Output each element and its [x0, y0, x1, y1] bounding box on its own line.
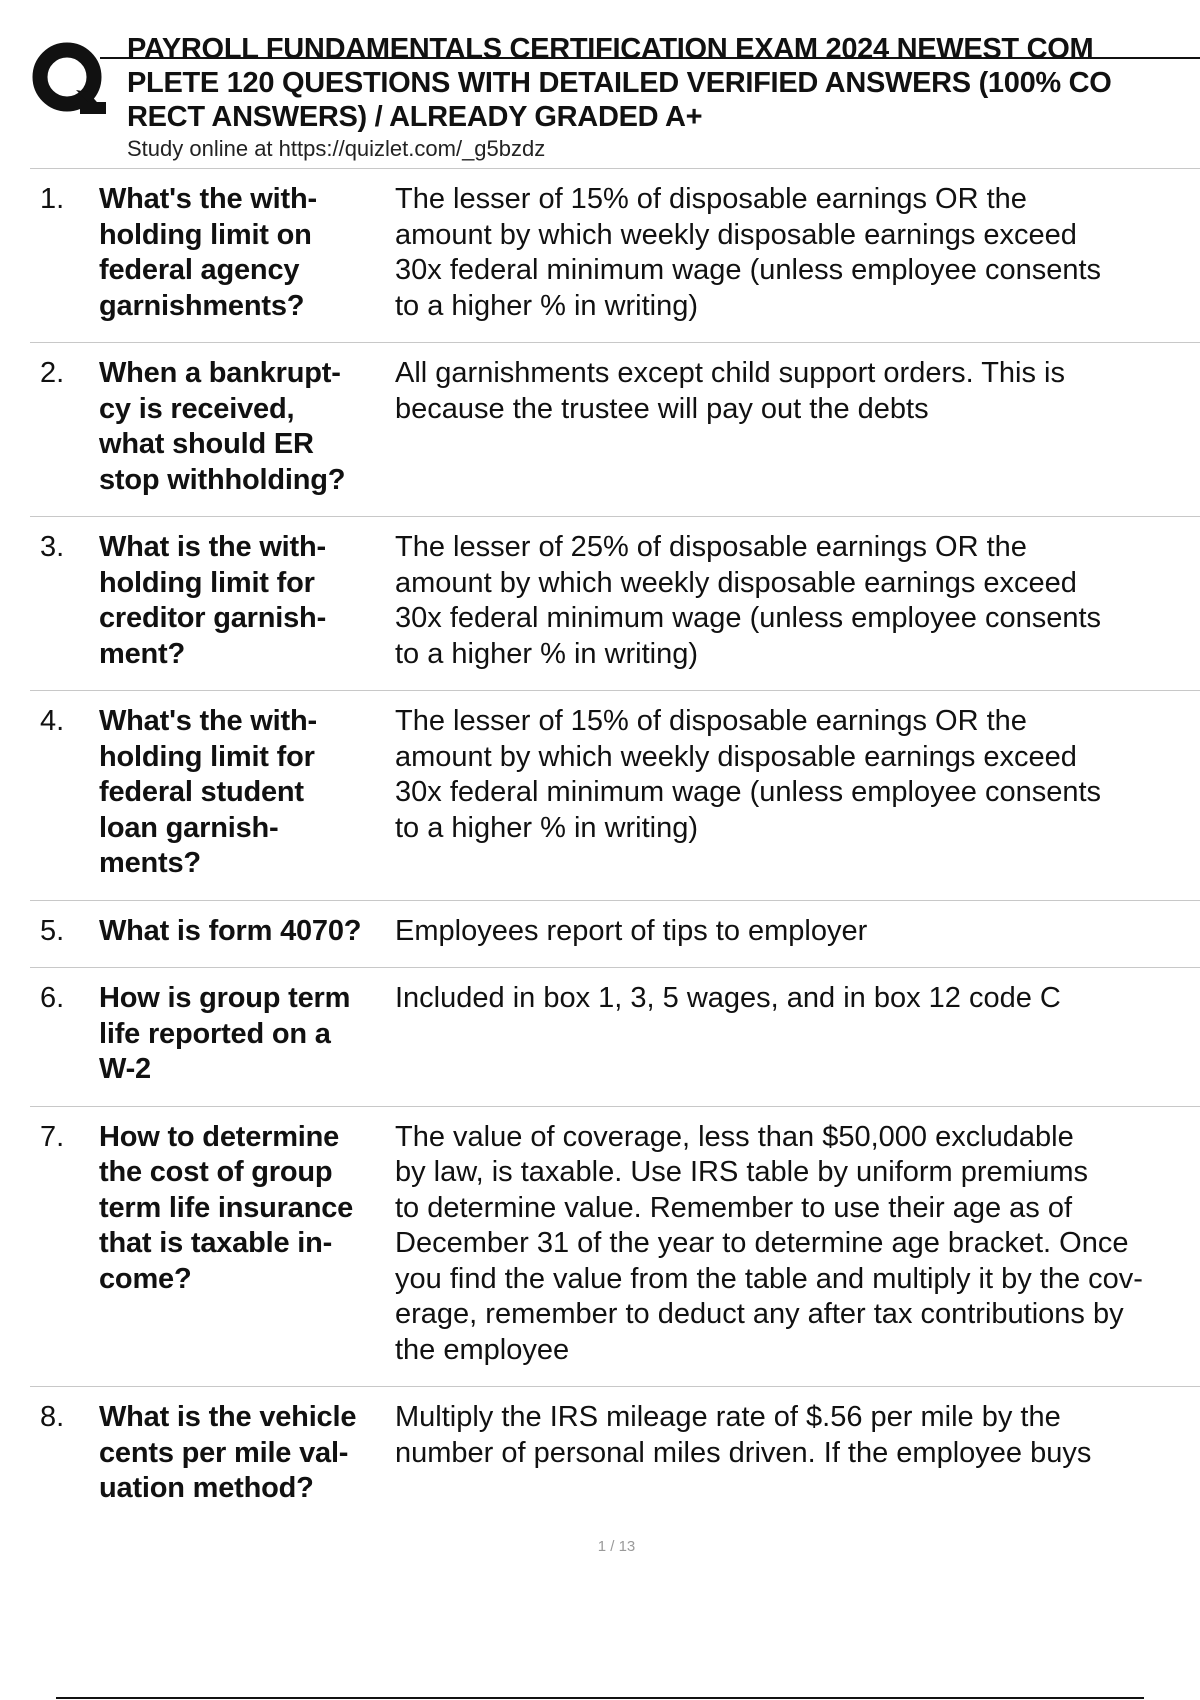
answer-line: The lesser of 25% of disposable earnings OR the: [395, 531, 1027, 563]
answer-line: number of personal miles driven. If the employee buys: [395, 1436, 1092, 1469]
question-line: cy is received,: [99, 392, 295, 425]
qa-item-8: [30, 1387, 1200, 1525]
answer-line: Included in box 1, 3, 5 wages, and in box 12 code C: [395, 982, 1061, 1014]
question: [99, 704, 391, 882]
question-line: holding limit on: [99, 218, 312, 251]
question-line: How is group term: [99, 982, 351, 1014]
question-line: loan garnish-: [99, 811, 279, 844]
qa-item-1: [30, 169, 1200, 343]
question-line: W-2: [99, 1053, 151, 1085]
question-line: come?: [99, 1262, 192, 1295]
answer: [391, 914, 1200, 950]
question-line: ment?: [99, 637, 186, 670]
question: [99, 981, 391, 1088]
qa-item-7: [30, 1107, 1200, 1388]
page-number: 1 / 13: [597, 1538, 636, 1555]
answer-line: The lesser of 15% of disposable earnings OR the: [395, 705, 1027, 737]
answer-line: 30x federal minimum wage (unless employee consents: [395, 254, 1102, 286]
answer-line: The value of coverage, less than $50,000 excludable: [395, 1120, 1074, 1153]
question-line: What is the with-: [99, 531, 326, 563]
answer-line: erage, remember to deduct any after tax contributions by: [395, 1298, 1124, 1330]
question-line: When a bankrupt-: [99, 357, 341, 389]
page-bottom-rule: [56, 1697, 1144, 1699]
answer-line: the employee: [395, 1333, 570, 1366]
question-line: life reported on a: [99, 1017, 331, 1050]
question-line: garnishments?: [99, 289, 305, 322]
item-number: 6.: [40, 982, 65, 1014]
question-line: cents per mile val-: [99, 1436, 349, 1469]
question: [99, 1120, 391, 1369]
answer-line: 30x federal minimum wage (unless employee consents: [395, 776, 1102, 808]
question-line: What's the with-: [99, 183, 317, 215]
answer-line: Multiply the IRS mileage rate of $.56 per mile by the: [395, 1401, 1061, 1433]
quizlet-q-logo-icon: [30, 40, 110, 120]
qa-item-6: [30, 968, 1200, 1107]
answer: [391, 1120, 1200, 1369]
item-number: 7.: [40, 1120, 65, 1153]
answer: [391, 530, 1200, 672]
question-line: What's the with-: [99, 705, 317, 737]
item-number: 8.: [40, 1401, 65, 1433]
answer-line: Employees report of tips to employer: [395, 914, 868, 947]
item-number: 3.: [40, 531, 65, 563]
question-line: term life insurance: [99, 1191, 354, 1224]
answer: [391, 704, 1200, 882]
question-line: What is form 4070?: [99, 914, 362, 947]
question-line: federal agency: [99, 254, 300, 286]
answer: [391, 1400, 1200, 1507]
study-online-link[interactable]: Study online at https://quizlet.com/_g5bzdz: [127, 136, 546, 161]
answer: [391, 356, 1200, 498]
document-title: [127, 32, 1200, 134]
qa-item-2: [30, 343, 1200, 517]
question: [99, 1400, 391, 1507]
question: [99, 914, 391, 950]
question-line: the cost of group: [99, 1156, 333, 1188]
qa-item-5: [30, 901, 1200, 969]
answer-line: The lesser of 15% of disposable earnings OR the: [395, 183, 1027, 215]
question-line: How to determine: [99, 1120, 340, 1153]
question-answer-list: [30, 168, 1200, 1525]
question-line: that is taxable in-: [99, 1227, 333, 1259]
qa-item-3: [30, 517, 1200, 691]
answer-line: to determine value. Remember to use their age as of: [395, 1191, 1073, 1224]
item-number: 4.: [40, 705, 65, 737]
title-line: PLETE 120 QUESTIONS WITH DETAILED VERIFIED ANSWERS (100% CO: [127, 67, 1112, 99]
question: [99, 356, 391, 498]
question-line: ments?: [99, 847, 201, 879]
answer-line: 30x federal minimum wage (unless employee consents: [395, 602, 1102, 634]
question-line: creditor garnish-: [99, 602, 327, 634]
question-line: stop withholding?: [99, 463, 346, 496]
question-line: uation method?: [99, 1472, 314, 1504]
answer-line: to a higher % in writing): [395, 811, 699, 844]
question: [99, 530, 391, 672]
answer-line: amount by which weekly disposable earnings exceed: [395, 740, 1077, 773]
answer-line: by law, is taxable. Use IRS table by uniform premiums: [395, 1156, 1089, 1188]
answer-line: December 31 of the year to determine age bracket. Once: [395, 1227, 1129, 1259]
item-number: 2.: [40, 357, 65, 389]
answer: [391, 981, 1200, 1088]
answer-line: to a higher % in writing): [395, 637, 699, 670]
question-line: holding limit for: [99, 740, 315, 773]
question-line: federal student: [99, 776, 304, 808]
qa-item-4: [30, 691, 1200, 901]
answer-line: amount by which weekly disposable earnings exceed: [395, 566, 1077, 599]
answer-line: because the trustee will pay out the debts: [395, 392, 929, 425]
question-line: What is the vehicle: [99, 1401, 357, 1433]
item-number: 5.: [40, 914, 65, 947]
title-line: RECT ANSWERS) / ALREADY GRADED A+: [127, 101, 703, 133]
answer: [391, 182, 1200, 324]
answer-line: you find the value from the table and multiply it by the cov-: [395, 1262, 1143, 1295]
question: [99, 182, 391, 324]
item-number: 1.: [40, 183, 65, 215]
question-line: holding limit for: [99, 566, 315, 599]
question-line: what should ER: [99, 428, 314, 460]
answer-line: amount by which weekly disposable earnings exceed: [395, 218, 1077, 251]
answer-line: to a higher % in writing): [395, 289, 699, 322]
title-line: PAYROLL FUNDAMENTALS CERTIFICATION EXAM 2024 NEWEST COM: [127, 33, 1094, 65]
answer-line: All garnishments except child support orders. This is: [395, 357, 1065, 389]
